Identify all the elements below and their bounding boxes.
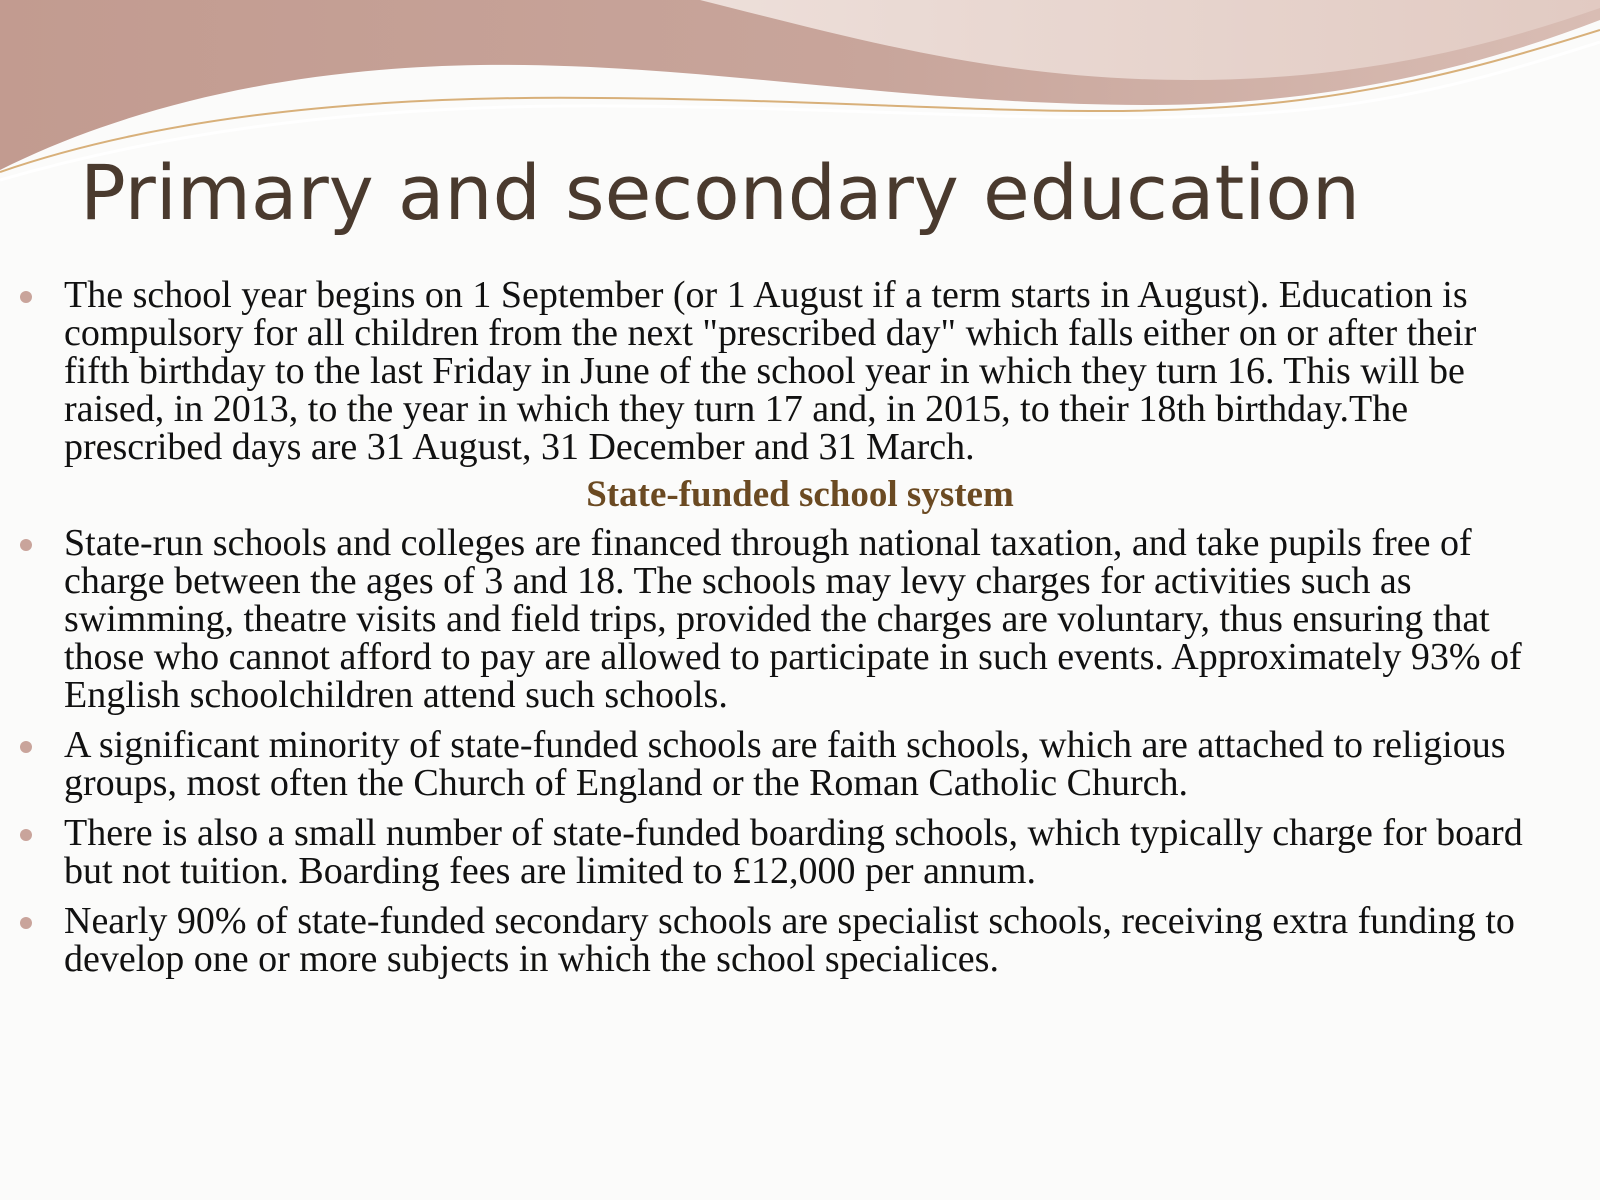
- bullet-text: A significant minority of state-funded schools are faith schools, which are attached to religious groups, most often the Church of England or the Roman Catholic Church.: [64, 724, 1506, 804]
- bullet-text: State-run schools and colleges are financed through national taxation, and take pupils free of charge between the ages of 3 and 18. The schools may levy charges for activities such as swimming, theatre visits and field trips, provided the charges are voluntary, thus ensuring that those who cannot afford to pay are allowed to participate in such events. Approximately 93% of English schoolchildren attend such schools.: [64, 522, 1522, 716]
- slide-title: Primary and secondary education: [80, 148, 1361, 237]
- section-subheading: State-funded school system: [586, 474, 1014, 515]
- bullet-dot: [20, 917, 32, 929]
- bullet-item: [0, 276, 1600, 466]
- bullet-text: The school year begins on 1 September (or 1 August if a term starts in August). Education is compulsory for all children from the next "prescribed day" which falls either on or after their fifth birthday to the last Friday in June of the school year in which they turn 16. This will be raised, in 2013, to the year in which they turn 17 and, in 2015, to their 18th birthday.The prescribed days are 31 August, 31 December and 31 March.: [64, 274, 1477, 468]
- slide-body: [0, 276, 1600, 978]
- bullet-dot: [20, 829, 32, 841]
- bullet-item: [0, 726, 1600, 802]
- bullet-text: Nearly 90% of state-funded secondary schools are specialist schools, receiving extra funding to develop one or more subjects in which the school specialices.: [64, 900, 1515, 980]
- bullet-dot: [20, 291, 32, 303]
- bullet-dot: [20, 741, 32, 753]
- bullet-item: [0, 902, 1600, 978]
- bullet-text: There is also a small number of state-funded boarding schools, which typically charge for board but not tuition. Boarding fees are limited to £12,000 per annum.: [64, 812, 1523, 892]
- bullet-item: [0, 524, 1600, 714]
- bullet-item: [0, 814, 1600, 890]
- bullet-dot: [20, 539, 32, 551]
